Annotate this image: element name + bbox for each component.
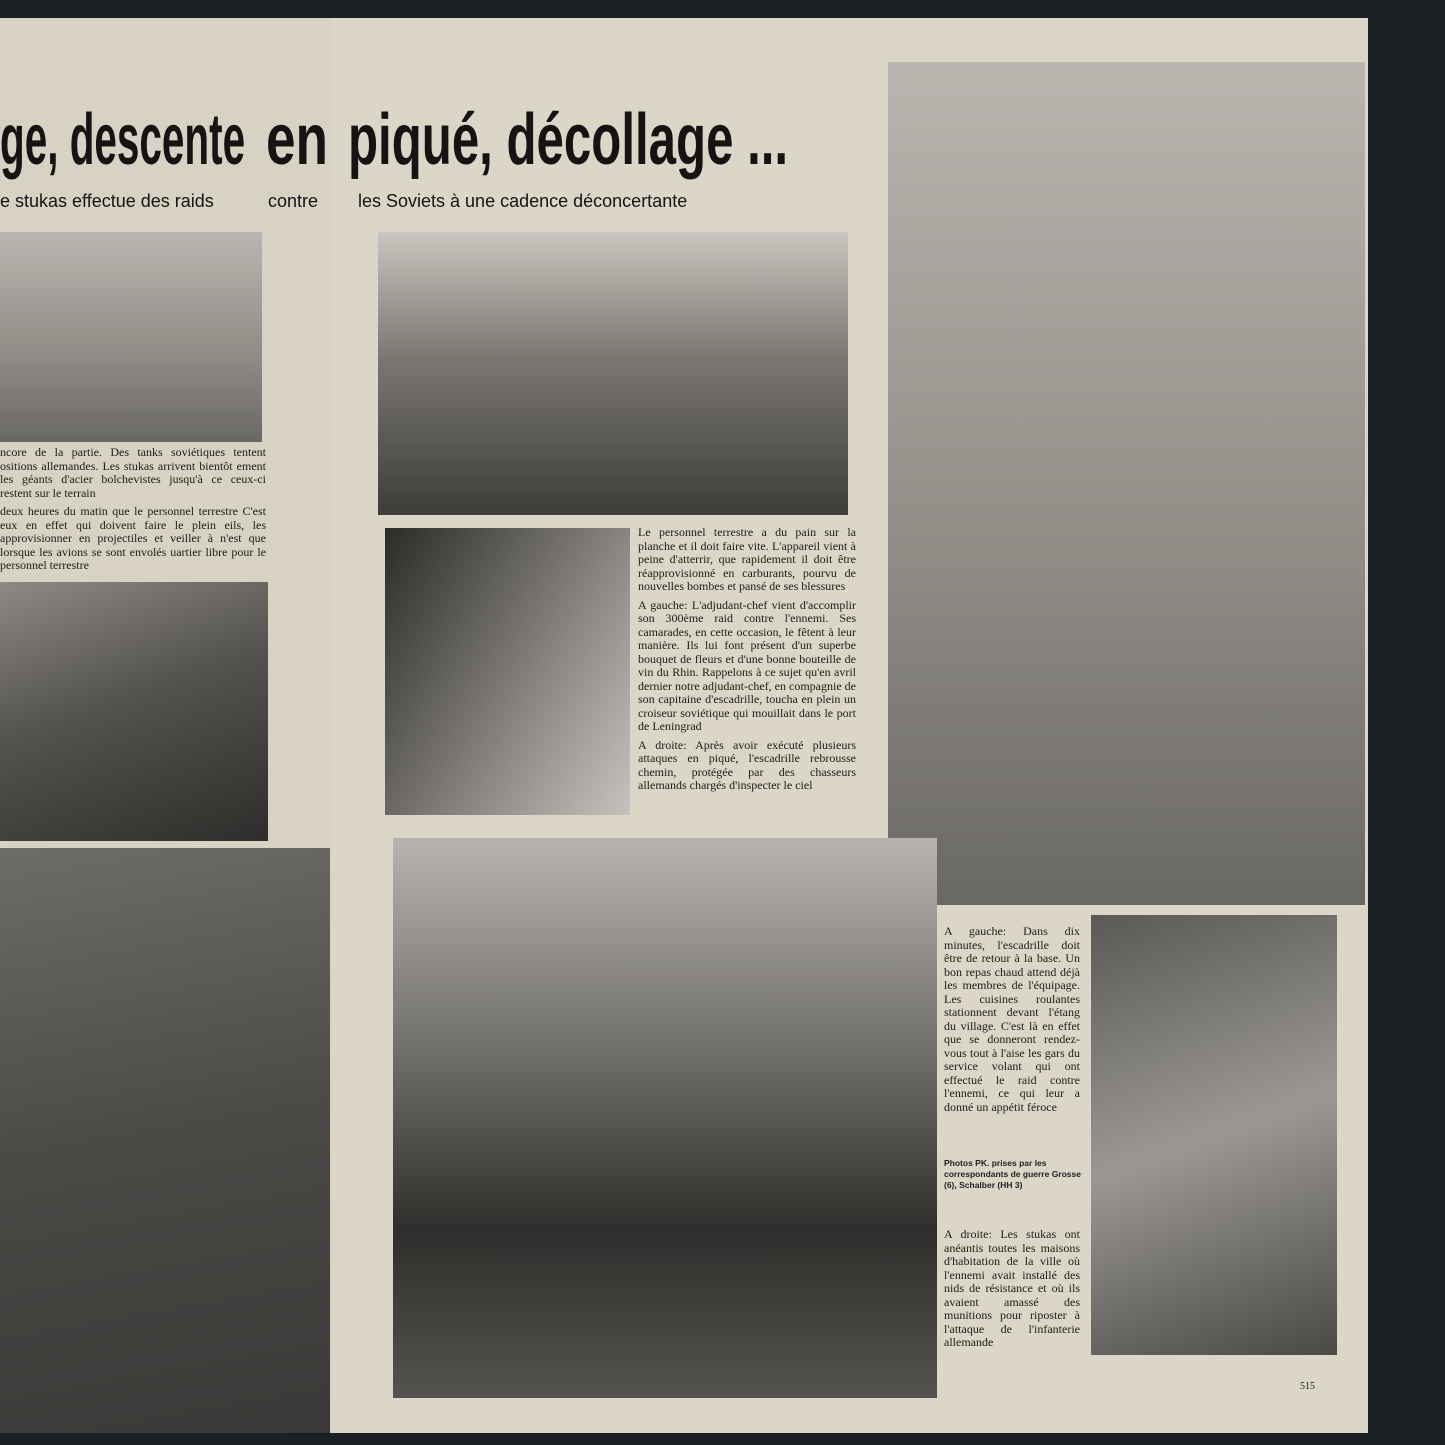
photo-ground-crew-aircraft (378, 232, 848, 515)
headline-mid: en (266, 100, 329, 180)
photo-aerial-destroyed-town (1091, 915, 1337, 1355)
mid-captions: Le personnel terrestre a du pain sur la planche et il doit faire vite. L'appareil vient à peine d'atterrir, que rapidement il doit être réapprovisionné en carburants, pourvu de nouvelles bombes et pansé de ses blessures A gauche: L'adjudant-chef vient d'accomplir son 300ème raid contre l'ennemi. Ses camarades, en cette occasion, le fêtent à leur manière. Ils lui font présent d'un superbe bouquet de fleurs et d'une bonne bouteille de vin du Rhin. Rappelons à ce sujet qu'en avril dernier notre adjudant-chef, en compagnie de son capitaine d'escadrille, toucha en plein un croiseur soviétique qui mouillait dans le port de Leningrad A droite: Après avoir exécuté plusieurs attaques en piqué, l'escadrille rebrousse chemin, protégée par des chasseurs allemands chargés d'inspecter le ciel (638, 525, 856, 792)
subtitle-left: e stukas effectue des raids (0, 191, 214, 211)
headline-right: piqué, décollage ... (348, 100, 789, 180)
photo-adjudant-chef-celebration (385, 528, 630, 815)
subtitle-mid: contre (268, 191, 319, 211)
photo-bomb-explosions (0, 232, 262, 442)
photo-resting-soldiers (0, 582, 268, 841)
headline-left: ge, descente (0, 100, 246, 180)
photo-aerial-smoke (0, 848, 330, 1433)
right-caption-top: A gauche: Dans dix minutes, l'escadrille doit être de retour à la base. Un bon repas chaud attend déjà les membres de l'équipage. Les cuisines roulantes stationnent devant l'étang du village. C'est là en effet que se donneront rendez-vous tout à l'aise les gars du service volant qui ont effectué le raid contre l'ennemi, ce qui leur a donné un appétit féroce (944, 924, 1080, 1114)
page-number: 515 (1300, 1381, 1315, 1392)
subtitle-right: les Soviets à une cadence déconcertante (358, 191, 688, 211)
right-caption-bottom: A droite: Les stukas ont anéantis toutes les maisons d'habitation de la ville où l'ennemi avait installé des nids de résistance et où ils avaient amassé des munitions pour riposter à l'attaque de l'infanterie allemande (944, 1227, 1080, 1349)
photo-stuka-formation (888, 62, 1365, 905)
left-caption: ncore de la partie. Des tanks soviétiques tentent ositions allemandes. Les stukas arrivent bientôt ement les géants d'acier bolchevistes jusqu'à ce ceux-ci restent sur le terrain deux heures du matin que le personnel terrestre C'est eux en effet qui doivent faire le plein eils, les approvisionner en projectiles et veiller à n'est que lorsque les avions se sont envolés uartier libre pour le personnel terrestre (0, 445, 266, 572)
photo-field-kitchen-camp (393, 838, 937, 1398)
photo-credit: Photos PK. prises par les correspondants de guerre Grosse (6), Schalber (HH 3) (944, 1158, 1081, 1190)
